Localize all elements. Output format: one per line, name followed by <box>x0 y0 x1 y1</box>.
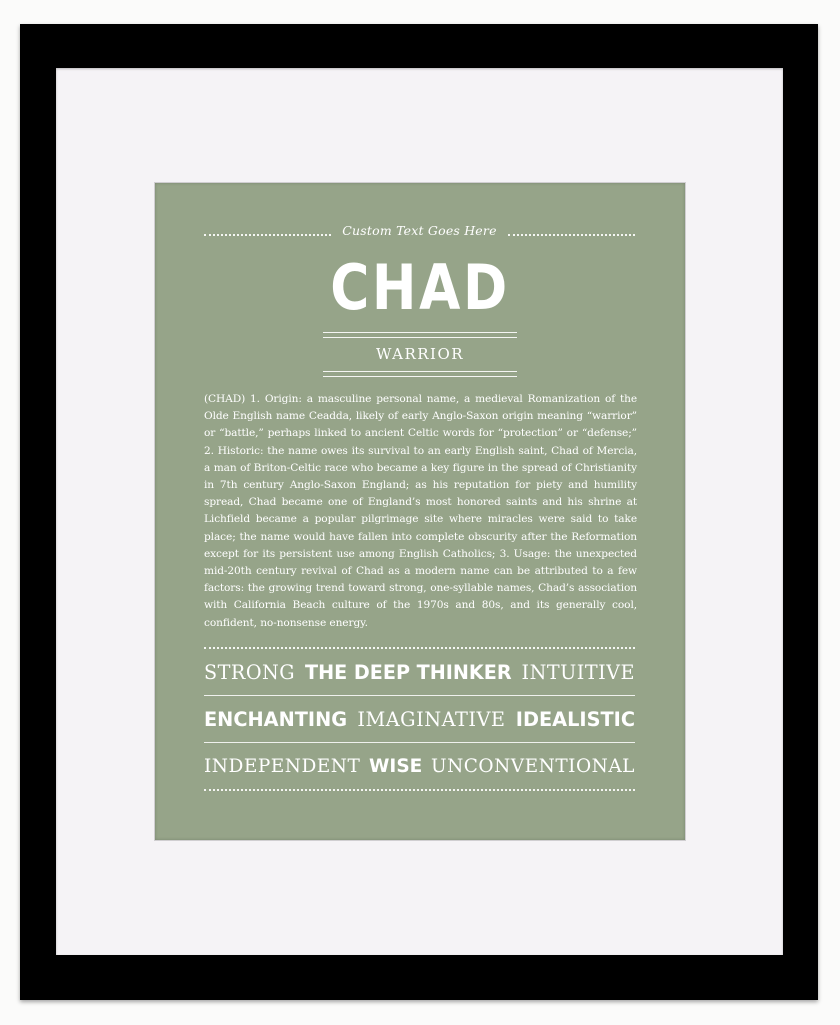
trait-word: UNCONVENTIONAL <box>430 756 635 777</box>
trait-word: WISE <box>369 756 423 777</box>
custom-text-row <box>204 221 635 245</box>
dotted-divider-left <box>204 234 331 236</box>
custom-text: Custom Text Goes Here <box>342 223 497 238</box>
trait-word: INTUITIVE <box>521 661 635 684</box>
meaning-rule-bottom-2 <box>323 376 517 377</box>
name-description: (CHAD) 1. Origin: a masculine personal name, a medieval Romanization of the Olde English name Ceadda, likely of early Anglo-Saxon origin meaning “warrior” or “battle,” perhaps linked to ancient Celtic words for “protection” or “defense;” 2. Historic: the name owes its survival to an early English saint, Chad of Mercia, a man of Briton-Celtic race who became a key figure in the spread of Christianity in 7th century Anglo-Saxon England; as his reputation for piety and humility spread, Chad became one of England’s most honored saints and his shrine at Lichfield became a popular pilgrimage site where miracles were said to take place; the name would have fallen into complete obscurity after the Reformation except for its persistent use among English Catholics; 3. Usage: the unexpected mid-20th century revival of Chad as a modern name can be attributed to a few factors: the growing trend toward strong, one-syllable names, Chad’s association with California Beach culture of the 1970s and 80s, and its generally cool, confident, no-nonsense energy. <box>204 393 637 629</box>
trait-word: IMAGINATIVE <box>357 708 506 731</box>
picture-frame <box>20 24 818 1000</box>
name-meaning: WARRIOR <box>375 345 465 363</box>
frame-mat <box>56 68 783 955</box>
trait-word: ENCHANTING <box>204 708 348 731</box>
name-print <box>155 183 685 840</box>
dotted-divider-right <box>508 234 635 236</box>
trait-divider-2 <box>204 742 635 743</box>
name-title: CHAD <box>330 251 510 324</box>
trait-word: INDEPENDENT <box>204 756 361 777</box>
trait-row-1 <box>204 655 635 691</box>
trait-word: STRONG <box>204 661 296 684</box>
meaning-rule-bottom-1 <box>323 371 517 372</box>
trait-row-2 <box>204 702 635 738</box>
traits-dotted-bottom <box>204 789 635 791</box>
meaning-rule-top-2 <box>323 337 517 338</box>
meaning-rule-top-1 <box>323 332 517 333</box>
traits-dotted-top <box>204 647 635 649</box>
trait-word: IDEALISTIC <box>515 708 635 731</box>
trait-word: THE DEEP THINKER <box>305 661 512 684</box>
trait-row-3 <box>204 749 635 785</box>
trait-divider-1 <box>204 695 635 696</box>
